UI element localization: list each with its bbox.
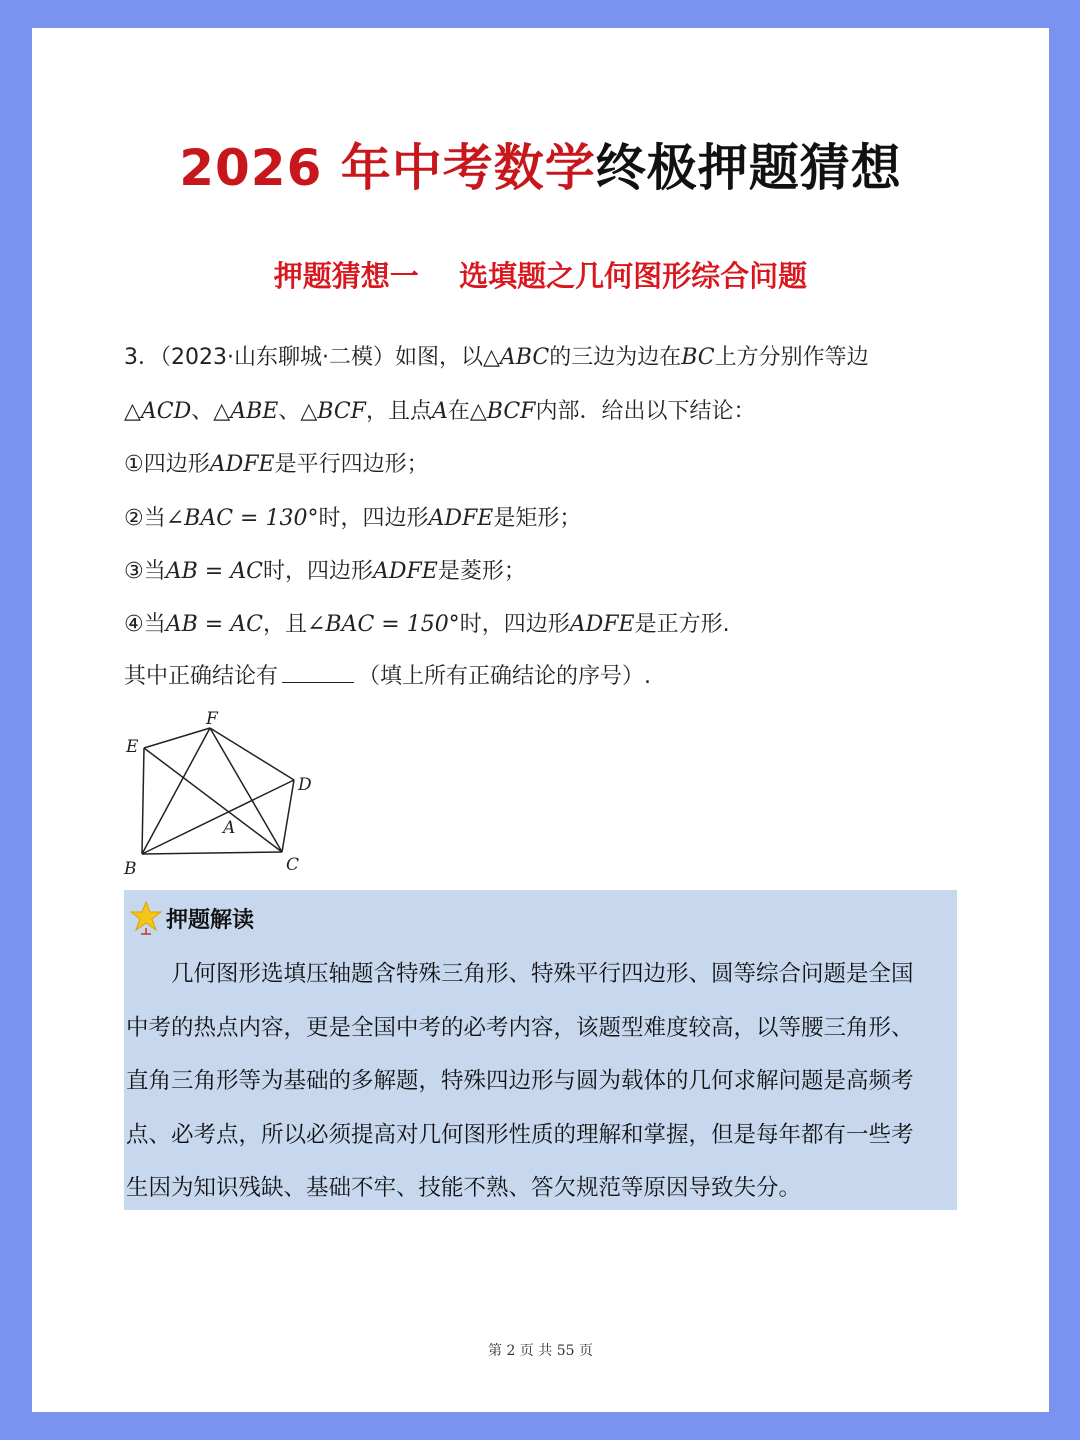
label-E: E: [126, 737, 139, 757]
question-line-1: 3．（2023·山东聊城·二模）如图，以△ABC的三边为边在BC上方分别作等边: [124, 345, 869, 370]
analysis-text: 几何图形选填压轴题含特殊三角形、特殊平行四边形、圆等综合问题是全国 中考的热点内容，更是全国中考的必考内容，该题型难度较高，以等腰三角形、 直角三角形等为基础的多解题，特殊四边形与圆为载体的几何求解问题是高频考 点、必考点，所以必须提高对几何图形性质的理解和掌握，但是每年都有一些考 生因为知识残缺、基础不牢、技能不熟、答欠规范等原因导致失分。: [126, 961, 914, 1201]
conclusion-2: ②当∠BAC = 130°时，四边形ADFE是矩形；: [124, 506, 582, 531]
conclusion-3: ③当AB = AC时，四边形ADFE是菱形；: [124, 559, 526, 584]
page-number: 第 2 页 共 55 页: [488, 1343, 593, 1359]
question-prompt: 其中正确结论有 （填上所有正确结论的序号）.: [124, 660, 984, 694]
analysis-heading: 押题解读: [130, 900, 254, 936]
page-title: [32, 136, 1049, 200]
label-F: F: [206, 709, 218, 729]
question-line-2: △ACD、△ABE、△BCF，且点A在△BCF内部．给出以下结论：: [124, 399, 756, 424]
figure-lines: [142, 728, 294, 854]
conclusion-1: ①四边形ADFE是平行四边形；: [124, 452, 429, 477]
label-A: A: [223, 818, 236, 838]
page-subtitle: 押题猜想一 选填题之几何图形综合问题: [273, 259, 808, 293]
title-red-part: 2026 年中考数学: [179, 139, 596, 197]
title-black-part: 终极押题猜想: [595, 139, 902, 197]
conclusion-4: ④当AB = AC，且∠BAC = 150°时，四边形ADFE是正方形.: [124, 612, 730, 637]
document-page: [32, 28, 1049, 1412]
analysis-box: [124, 890, 957, 1210]
label-D: D: [298, 775, 312, 795]
geometry-figure: [122, 708, 332, 878]
answer-blank[interactable]: [282, 660, 354, 683]
star-icon: [130, 900, 162, 936]
label-C: C: [286, 855, 300, 875]
label-B: B: [124, 859, 137, 878]
